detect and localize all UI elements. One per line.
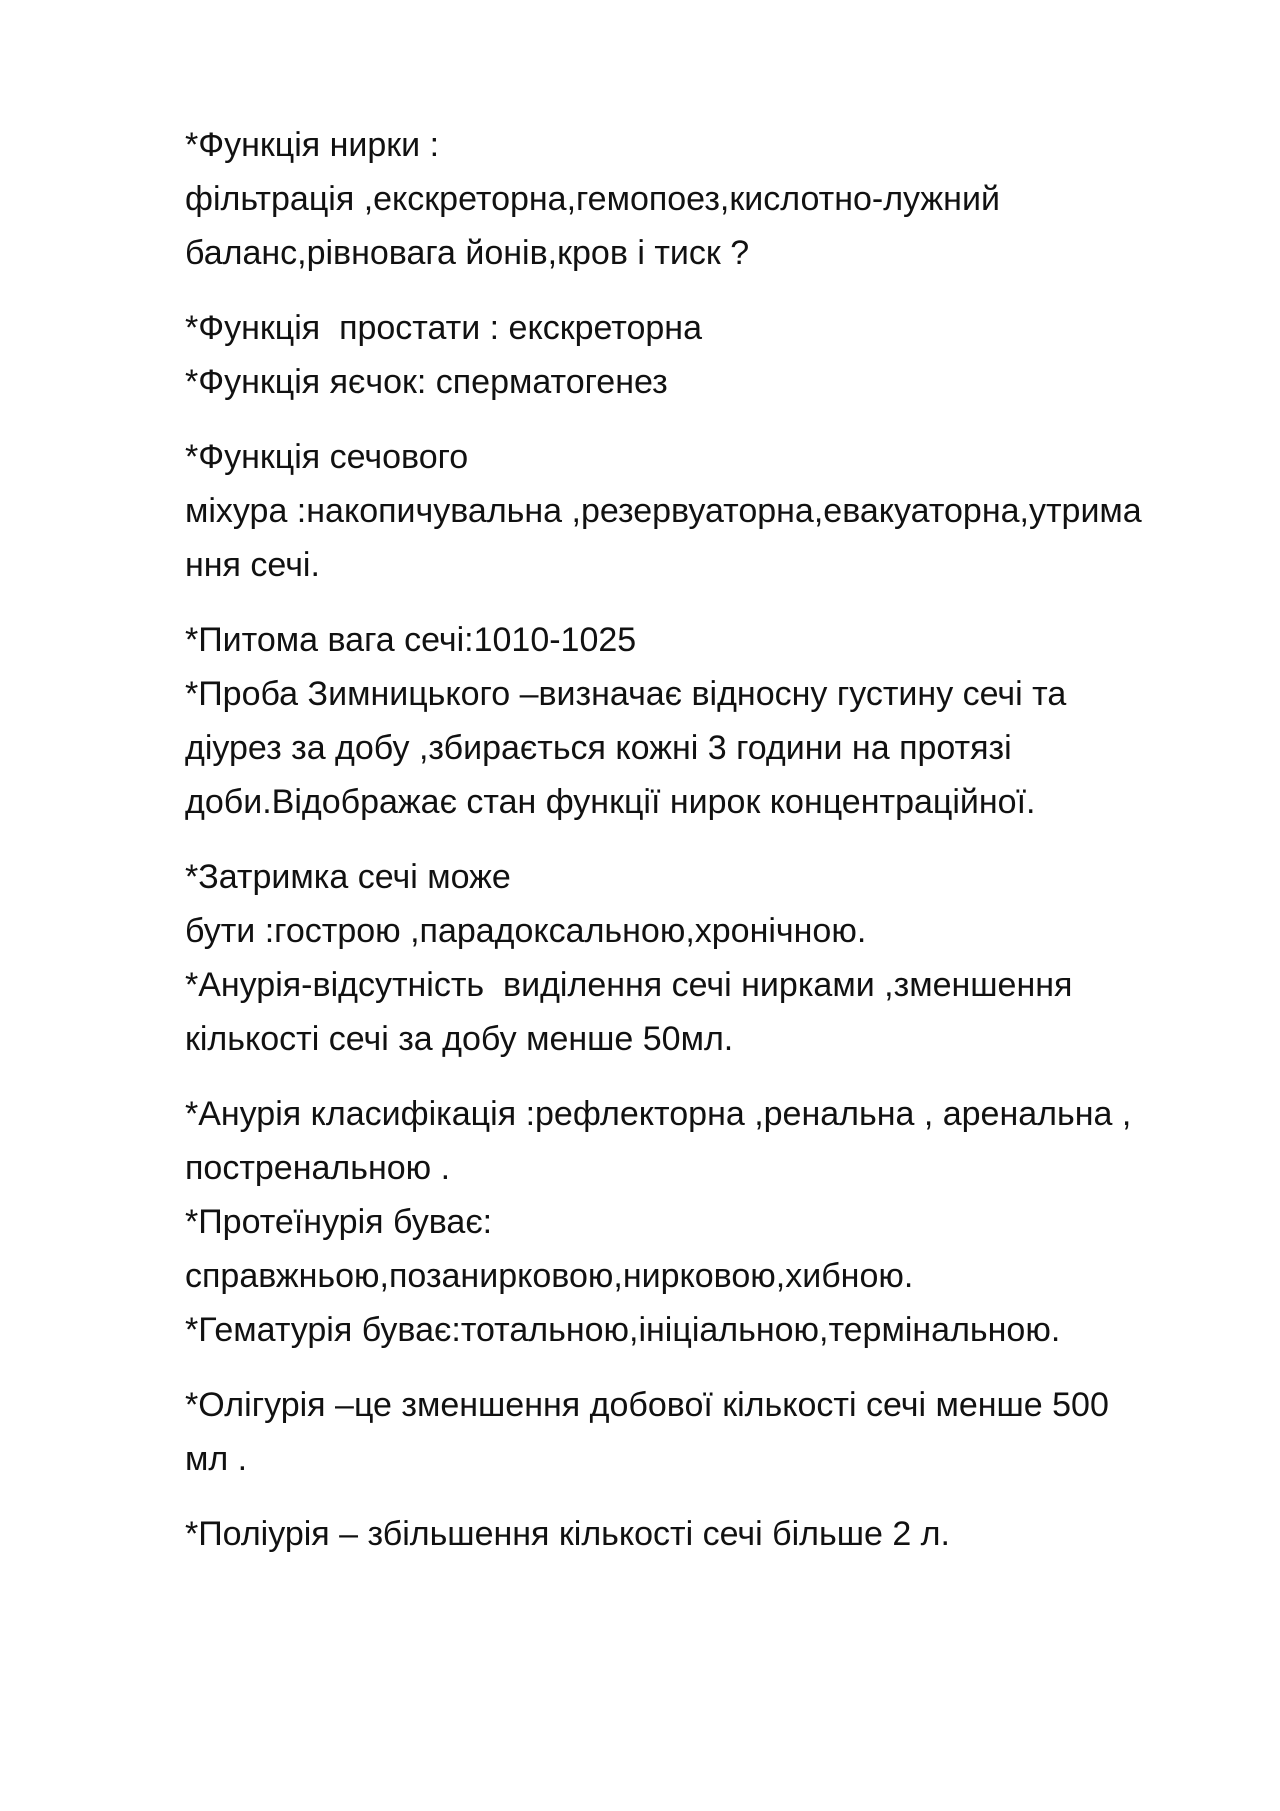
paragraph-anuria-classification [185,1087,1225,1357]
text-line: *Анурія класифікація :рефлекторна ,ренальна , аренальна , [185,1095,1132,1133]
text-line: *Функція нирки : [185,126,440,164]
text-line: *Затримка сечі може [185,858,511,896]
text-line: мл . [185,1440,248,1478]
text-line: доби.Відображає стан функції нирок концентраційної. [185,783,1036,821]
paragraph-polyuria [185,1507,1225,1561]
text-line: *Анурія-відсутність виділення сечі нирками ,зменшення [185,966,1073,1004]
text-line: баланс,рівновага йонів,кров і тиск ? [185,234,750,272]
text-line: міхура :накопичувальна ,резервуаторна,евакуаторна,утрима [185,492,1142,530]
text-line: *Гематурія буває:тотальною,ініціальною,термінальною. [185,1311,1061,1349]
paragraph-oliguria [185,1378,1225,1486]
text-line: *Олігурія –це зменшення добової кількості сечі менше 500 [185,1386,1109,1424]
text-line: фільтрація ,екскреторна,гемопоез,кислотно-лужний [185,180,1000,218]
paragraph-retention-anuria [185,850,1225,1066]
text-line: *Протеїнурія буває: [185,1203,493,1241]
text-line: *Функція сечового [185,438,469,476]
text-line: *Функція простати : екскреторна [185,309,702,347]
text-line: *Проба Зимницького –визначає відносну густину сечі та [185,675,1067,713]
text-line: постренальною . [185,1149,451,1187]
text-line: *Поліурія – збільшення кількості сечі більше 2 л. [185,1515,950,1553]
paragraph-bladder-function [185,430,1225,592]
text-line: *Питома вага сечі:1010-1025 [185,621,637,659]
text-line: бути :гострою ,парадоксальною,хронічною. [185,912,867,950]
document-page [185,118,1225,1582]
text-line: ння сечі. [185,546,320,584]
paragraph-kidney-function [185,118,1225,280]
text-line: справжньою,позанирковою,нирковою,хибною. [185,1257,914,1295]
text-line: кількості сечі за добу менше 50мл. [185,1020,734,1058]
paragraph-prostate-testes-function [185,301,1225,409]
text-line: діурез за добу ,збирається кожні 3 години на протязі [185,729,1012,767]
text-line: *Функція яєчок: сперматогенез [185,363,668,401]
paragraph-urine-gravity-zimnitsky [185,613,1225,829]
